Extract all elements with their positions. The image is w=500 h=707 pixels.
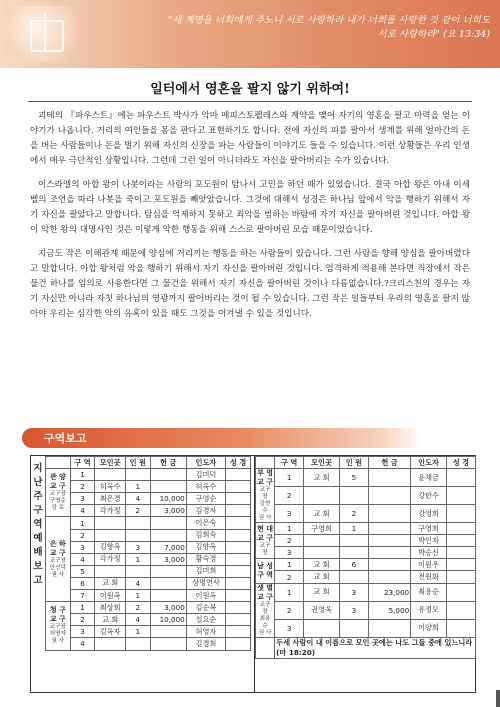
table-row — [256, 571, 476, 583]
table-cell: 4 — [70, 505, 95, 517]
table-cell: 최은경 — [95, 493, 126, 505]
table-cell — [125, 638, 150, 650]
table-cell: 1 — [70, 602, 95, 614]
table-cell — [95, 638, 126, 650]
table-cell — [125, 565, 150, 577]
table-header-row — [256, 457, 476, 469]
table-cell: 허영자 — [186, 626, 225, 638]
table-row — [46, 469, 251, 481]
table-cell: 4 — [70, 638, 95, 650]
header-cell: 인도자 — [186, 457, 225, 469]
table-cell — [226, 469, 251, 481]
header-cell: 성 경 — [446, 457, 475, 469]
table-cell — [95, 565, 126, 577]
table-row — [46, 481, 251, 493]
table-cell: 허옥수 — [95, 481, 126, 493]
table-cell: 교 회 — [304, 505, 340, 523]
table-row — [256, 583, 476, 601]
table-row — [46, 505, 251, 517]
table-row — [256, 619, 476, 637]
table-cell: 1 — [275, 469, 304, 487]
table-cell — [226, 577, 251, 589]
table-cell — [150, 469, 186, 481]
table-cell: 1 — [70, 517, 95, 529]
closing-quote: 두세 사람이 내 이름으로 모인 곳에는 나도 그들 중에 있느니라(마 18:20) — [275, 637, 476, 658]
table-cell: 구영희 — [411, 523, 447, 535]
table-cell: 1 — [339, 523, 368, 535]
table-cell — [226, 493, 251, 505]
district-name: 부 영 — [257, 469, 274, 478]
district-name: 청 구 — [49, 606, 66, 615]
table-cell: 3,000 — [150, 602, 186, 614]
table-cell: 10,000 — [150, 493, 186, 505]
district-cell — [256, 469, 275, 523]
table-cell — [95, 469, 126, 481]
article-body — [30, 109, 470, 331]
table-cell — [226, 517, 251, 529]
table-row — [46, 602, 251, 614]
table-cell: 1 — [275, 523, 304, 535]
table-cell: 이원옥 — [186, 590, 225, 602]
table-row — [256, 505, 476, 523]
table-row — [256, 523, 476, 535]
gift-icon — [6, 6, 84, 62]
district-leader: 교구장 구영순 강 로 — [49, 491, 66, 512]
district-name: 교 구 — [257, 592, 274, 601]
table-cell — [368, 619, 410, 637]
table-cell: 1 — [125, 590, 150, 602]
table-cell: 박승신 — [411, 547, 447, 559]
district-leader: 교구장 허영자 권 사 — [49, 624, 66, 645]
table-cell: 3 — [275, 547, 304, 559]
table-header-row — [46, 457, 251, 469]
table-cell — [226, 481, 251, 493]
district-leader: 교구장 최용순 권 사 — [258, 601, 272, 636]
report-table — [30, 455, 476, 693]
section-title: 구역보고 — [44, 432, 87, 445]
table-cell — [150, 517, 186, 529]
table-row — [256, 487, 476, 505]
table-cell — [304, 619, 340, 637]
district-leader: 교구장 안신덕 권 사 — [49, 557, 66, 578]
table-cell: 강한수 — [411, 487, 447, 505]
table-cell: 구영순 — [186, 493, 225, 505]
table-cell — [226, 590, 251, 602]
table-cell — [339, 487, 368, 505]
header-cell: 헌 금 — [150, 457, 186, 469]
table-cell: 김경자 — [186, 505, 225, 517]
table-cell — [446, 559, 475, 571]
table-cell: 7,000 — [150, 541, 186, 553]
table-cell: 23,000 — [368, 583, 410, 601]
table-cell: 이은숙 — [186, 517, 225, 529]
table-cell — [446, 535, 475, 547]
table-cell: 최용순 — [411, 583, 447, 601]
table-cell: 최상희 — [95, 602, 126, 614]
header-cell: 성 경 — [226, 457, 251, 469]
table-row — [46, 577, 251, 589]
table-cell: 윤채금 — [411, 469, 447, 487]
table-cell — [368, 559, 410, 571]
table-cell — [125, 517, 150, 529]
table-cell: 2 — [125, 505, 150, 517]
table-cell — [150, 626, 186, 638]
table-cell — [150, 565, 186, 577]
header-cell: 모인곳 — [304, 457, 340, 469]
table-cell: 2 — [70, 481, 95, 493]
table-cell: 5 — [339, 469, 368, 487]
table-cell — [339, 571, 368, 583]
table-cell: 강영희 — [411, 505, 447, 523]
table-cell: 김경희 — [186, 638, 225, 650]
table-cell: 교 회 — [95, 577, 126, 589]
district-cell — [256, 559, 275, 583]
table-cell — [368, 571, 410, 583]
table-cell: 3 — [125, 541, 150, 553]
table-cell: 2 — [275, 535, 304, 547]
table-cell — [226, 565, 251, 577]
article-paragraph-3: 지금도 작은 이해관계 때문에 양심에 거리끼는 행동을 하는 사람들이 있습니다. 그런 사람을 향해 양심을 팔아버렸다고 말합니다. 아합 왕처럼 악을 행하기 위해서 자기 자신을 팔아버린 것입니다. 엄격하게 적용해 본다면 직장에서 작은 물건 하나를 임의로 사용한다면 그 물건을 위해서 자기 자신을 팔아버린 것이나 다름없습니다.?크리스천의 경우는 자기 자신만 아니라 자칫 하나님의 영광까지 팔아버리는 것이 될 수 있습니다. 그런 작은 일들부터 우리의 영혼을 팔지 않아야 우리는 심각한 악의 유혹이 있을 때도 그것을 이겨낼 수 있을 것입니다. — [30, 249, 470, 319]
table-cell — [368, 487, 410, 505]
article-paragraph-2: 이스라엘의 아합 왕이 나봇이라는 사람의 포도원이 탐나서 고민을 하던 때가 있었습니다. 결국 아합 왕은 아내 이세벨의 조언을 따라 나봇을 죽이고 포도원을 빼앗았습니다. 그것에 대해서 성경은 하나님 앞에서 악을 행하기 위해서 자기 자신을 팔았다고 말합니다. 탐심을 억제하지 못하고 죄악을 범하는 바람에 자기 자신을 팔아버린 것입니다. 아합 왕이 악한 왕의 대명사인 것은 이렇게 악한 행동을 위해 스스로 팔아버린 모습 때문이었습니다. — [30, 180, 470, 235]
table-cell — [150, 577, 186, 589]
table-cell — [446, 583, 475, 601]
table-cell — [226, 614, 251, 626]
table-cell — [226, 602, 251, 614]
table-cell — [339, 619, 368, 637]
header-cell: 모인곳 — [95, 457, 126, 469]
table-cell: 김미희 — [186, 565, 225, 577]
table-row — [256, 469, 476, 487]
table-cell: 상명연사 — [186, 577, 225, 589]
table-cell: 3 — [275, 505, 304, 523]
table-cell: 2 — [70, 529, 95, 541]
district-name: 샛 별 — [257, 583, 274, 592]
table-cell: 4 — [70, 553, 95, 565]
table-cell: 각가정 — [95, 505, 126, 517]
table-cell — [95, 529, 126, 541]
table-cell — [446, 469, 475, 487]
table-cell: 3 — [70, 493, 95, 505]
table-cell — [95, 517, 126, 529]
table-cell: 이양희 — [411, 619, 447, 637]
district-cell — [256, 583, 275, 637]
header-cell: 구 역 — [70, 457, 95, 469]
table-cell: 7 — [70, 590, 95, 602]
header-cell: 구 역 — [275, 457, 304, 469]
table-cell: 1 — [125, 481, 150, 493]
report-left-table — [45, 456, 251, 651]
table-cell: 3 — [70, 541, 95, 553]
district-name: 교 구 — [49, 482, 66, 491]
table-cell — [446, 547, 475, 559]
table-cell: 교 회 — [95, 614, 126, 626]
table-cell — [446, 487, 475, 505]
table-cell — [368, 469, 410, 487]
table-cell: 1 — [125, 553, 150, 565]
district-cell — [46, 469, 71, 517]
page-edge-marker — [496, 690, 500, 707]
district-name: 교 구 — [257, 478, 274, 487]
table-cell — [226, 529, 251, 541]
table-cell: 1 — [70, 469, 95, 481]
table-cell — [368, 535, 410, 547]
district-cell — [46, 602, 71, 650]
table-cell: 4 — [125, 493, 150, 505]
table-cell: 황숙경 — [186, 553, 225, 565]
table-cell — [368, 505, 410, 523]
title-divider — [28, 101, 472, 102]
district-name: 구 역 — [257, 570, 274, 579]
table-row — [46, 529, 251, 541]
table-cell — [368, 523, 410, 535]
district-name: 현 대 — [257, 524, 274, 533]
district-cell — [46, 517, 71, 602]
table-cell: 2 — [70, 614, 95, 626]
table-cell: 각가정 — [95, 553, 126, 565]
quote-row — [256, 637, 476, 658]
table-cell: 3 — [70, 626, 95, 638]
district-name: 교 구 — [49, 548, 66, 557]
table-cell: 김희숙 — [186, 529, 225, 541]
table-cell: 박인자 — [411, 535, 447, 547]
table-row — [46, 638, 251, 650]
report-left-label: 지난주 구역예배보고 — [33, 463, 43, 586]
table-cell: 2 — [339, 505, 368, 523]
table-row — [46, 590, 251, 602]
table-cell: 김미덕 — [186, 469, 225, 481]
table-cell — [125, 469, 150, 481]
table-cell — [150, 481, 186, 493]
table-row — [46, 553, 251, 565]
report-left-column — [31, 456, 251, 692]
table-cell — [304, 487, 340, 505]
table-cell — [125, 529, 150, 541]
table-cell: 전원화 — [411, 571, 447, 583]
table-cell: 허옥수 — [186, 481, 225, 493]
header-district — [256, 457, 275, 469]
table-cell: 3 — [339, 601, 368, 619]
table-cell — [339, 547, 368, 559]
table-row — [256, 601, 476, 619]
table-cell: 구영희 — [304, 523, 340, 535]
table-row — [256, 559, 476, 571]
article-paragraph-1: 괴테의 『파우스트』에는 파우스트 박사가 악마 메피스토펠레스와 계약을 맺어 자기의 영혼을 팔고 마력을 얻는 이야기가 나옵니다. 거리의 여인들을 몸을 판다고 표현하기도 합니다. 전에 자신의 피를 팔아서 생계를 위해 얼마간의 돈을 버는 사람들이나 돈을 벌기 위해 자신의 신장을 파는 사람들이 이야기도 들을 수 있습니다. 이런 상황들은 우리 인생에서 매우 극단적인 상황입니다. 그런데 그런 일이 아니더라도 자신을 팔아버리는 수가 있습니다. — [30, 111, 470, 166]
table-cell: 교 회 — [304, 469, 340, 487]
table-cell — [446, 505, 475, 523]
district-cell — [256, 523, 275, 559]
banner-verse: "새 계명을 너희에게 주노니 서로 사랑하라 내가 너희를 사랑한 것 같이 너희도 서로 사랑하라" (요 13:34) — [167, 15, 490, 40]
table-cell — [446, 619, 475, 637]
table-cell: 1 — [275, 559, 304, 571]
table-row — [46, 541, 251, 553]
table-cell: 3 — [339, 583, 368, 601]
district-name: 관 양 — [49, 473, 66, 482]
report-right-table — [255, 456, 476, 659]
table-cell — [226, 638, 251, 650]
table-cell: 권영욱 — [304, 601, 340, 619]
table-cell: 1 — [125, 626, 150, 638]
table-cell — [368, 547, 410, 559]
table-cell: 3,000 — [150, 505, 186, 517]
section-header — [22, 428, 422, 448]
table-cell — [304, 547, 340, 559]
table-cell: 2 — [275, 571, 304, 583]
district-name: 교 구 — [49, 615, 66, 624]
table-cell: 2 — [275, 487, 304, 505]
table-cell: 2 — [125, 602, 150, 614]
table-cell — [150, 638, 186, 650]
table-cell: 교 회 — [304, 559, 340, 571]
table-cell: 6 — [339, 559, 368, 571]
table-cell — [150, 590, 186, 602]
table-cell: 김순복 — [186, 602, 225, 614]
table-row — [256, 547, 476, 559]
table-cell: 3,000 — [150, 553, 186, 565]
header-cell: 인 원 — [125, 457, 150, 469]
table-row — [46, 626, 251, 638]
table-cell: 이원우 — [411, 559, 447, 571]
table-cell: 5,000 — [368, 601, 410, 619]
table-cell: 1 — [275, 583, 304, 601]
table-cell — [150, 529, 186, 541]
table-cell: 교 회 — [304, 583, 340, 601]
table-cell — [446, 523, 475, 535]
table-cell: 김향옥 — [95, 541, 126, 553]
district-name: 남 성 — [257, 561, 274, 570]
table-cell: 교 회 — [304, 571, 340, 583]
table-cell — [339, 535, 368, 547]
district-name: 은 하 — [49, 539, 66, 548]
district-leader: 교구장 강현수 권 사 — [258, 487, 272, 522]
table-cell — [304, 535, 340, 547]
table-cell — [226, 553, 251, 565]
district-leader: 교구장 — [259, 542, 271, 556]
table-cell: 김향옥 — [186, 541, 225, 553]
table-cell — [446, 601, 475, 619]
table-row — [46, 517, 251, 529]
table-row — [46, 614, 251, 626]
table-cell — [226, 505, 251, 517]
table-row — [46, 565, 251, 577]
table-cell: 4 — [125, 577, 150, 589]
table-cell: 3 — [275, 619, 304, 637]
table-cell: 4 — [125, 614, 150, 626]
table-row — [46, 493, 251, 505]
header-cell: 인도자 — [411, 457, 447, 469]
header-cell: 인 원 — [339, 457, 368, 469]
table-cell — [226, 541, 251, 553]
table-cell — [446, 571, 475, 583]
table-cell: 10,000 — [150, 614, 186, 626]
table-cell — [226, 626, 251, 638]
header-banner — [0, 0, 500, 68]
table-cell: 2 — [275, 601, 304, 619]
table-cell: 김옥자 — [95, 626, 126, 638]
article-title: 일터에서 영혼을 팔지 않기 위하여! — [150, 82, 350, 97]
header-district — [46, 457, 71, 469]
table-row — [256, 535, 476, 547]
district-name: 교 구 — [257, 533, 274, 542]
table-cell — [256, 637, 275, 658]
table-cell: 설요순 — [186, 614, 225, 626]
header-cell: 헌 금 — [368, 457, 410, 469]
table-cell: 이원옥 — [95, 590, 126, 602]
report-right-column — [254, 456, 475, 692]
table-cell: 5 — [70, 565, 95, 577]
table-cell: 6 — [70, 577, 95, 589]
table-cell: 유정모 — [411, 601, 447, 619]
